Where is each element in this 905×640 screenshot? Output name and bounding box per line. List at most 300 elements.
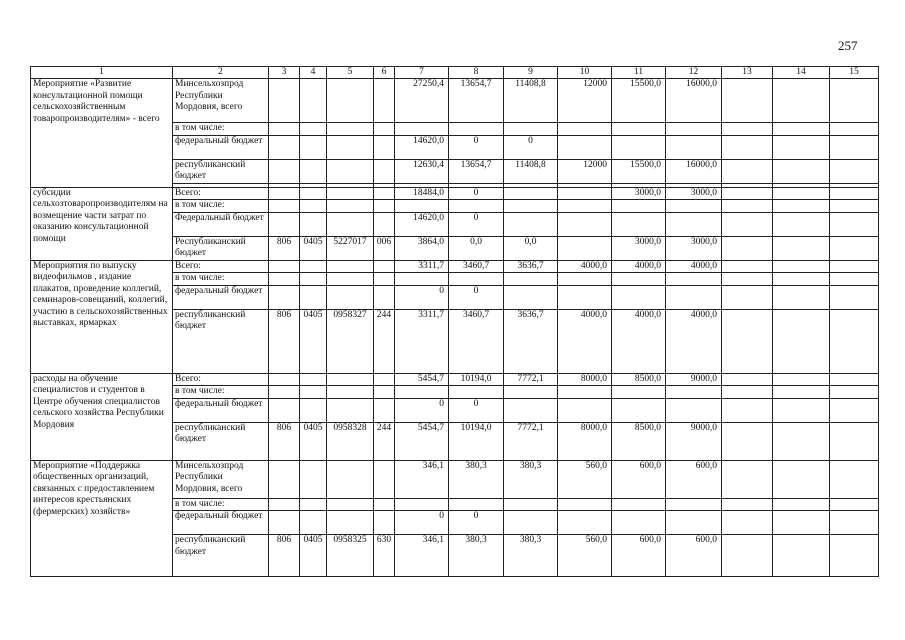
activity-name-cell: Мероприятие «Развитие консультационной помощи сельскохозяйственным товаропроизводителям» - всего	[31, 79, 173, 188]
code-cell: 0405	[300, 535, 327, 577]
value-cell: 3864,0	[395, 236, 449, 260]
empty-cell	[773, 498, 830, 511]
empty-cell	[722, 422, 773, 460]
value-cell: 11408,8	[504, 159, 558, 183]
code-cell	[374, 135, 395, 159]
empty-cell	[830, 260, 879, 273]
column-number: 12	[666, 67, 722, 79]
column-number: 9	[504, 67, 558, 79]
value-cell: 7772,1	[504, 422, 558, 460]
empty-cell	[830, 460, 879, 498]
code-cell	[269, 123, 300, 136]
value-cell: 12000	[558, 159, 612, 183]
empty-cell	[722, 123, 773, 136]
value-cell	[666, 398, 722, 422]
value-cell	[666, 511, 722, 535]
code-cell	[374, 212, 395, 236]
column-number: 14	[773, 67, 830, 79]
value-cell	[504, 398, 558, 422]
budget-source-cell: федеральный бюджет	[173, 511, 269, 535]
empty-cell	[722, 309, 773, 373]
value-cell: 0	[449, 398, 504, 422]
code-cell	[327, 159, 374, 183]
code-cell: 630	[374, 535, 395, 577]
value-cell: 600,0	[612, 535, 666, 577]
value-cell: 600,0	[612, 460, 666, 498]
value-cell: 3636,7	[504, 309, 558, 373]
value-cell	[612, 386, 666, 399]
empty-cell	[773, 159, 830, 183]
code-cell	[300, 498, 327, 511]
value-cell	[612, 212, 666, 236]
value-cell	[558, 398, 612, 422]
value-cell: 14620,0	[395, 135, 449, 159]
empty-cell	[773, 236, 830, 260]
value-cell	[504, 386, 558, 399]
column-number: 4	[300, 67, 327, 79]
budget-source-cell: в том числе:	[173, 273, 269, 286]
table-row	[31, 460, 879, 498]
value-cell: 5454,7	[395, 373, 449, 386]
empty-cell	[722, 273, 773, 286]
code-cell	[300, 511, 327, 535]
code-cell	[327, 285, 374, 309]
value-cell: 18484,0	[395, 187, 449, 200]
code-cell	[327, 135, 374, 159]
code-cell	[269, 159, 300, 183]
value-cell: 3000,0	[612, 236, 666, 260]
code-cell	[374, 498, 395, 511]
value-cell: 380,3	[504, 535, 558, 577]
column-number: 13	[722, 67, 773, 79]
value-cell: 3000,0	[612, 187, 666, 200]
value-cell: 11408,8	[504, 79, 558, 123]
code-cell	[300, 79, 327, 123]
value-cell: 3460,7	[449, 260, 504, 273]
empty-cell	[773, 285, 830, 309]
code-cell	[269, 373, 300, 386]
value-cell: 560,0	[558, 535, 612, 577]
code-cell: 244	[374, 422, 395, 460]
page-number: 257	[838, 38, 858, 53]
empty-cell	[830, 79, 879, 123]
empty-cell	[830, 535, 879, 577]
value-cell: 346,1	[395, 535, 449, 577]
value-cell: 4000,0	[666, 309, 722, 373]
empty-cell	[722, 260, 773, 273]
code-cell: 806	[269, 309, 300, 373]
code-cell	[327, 386, 374, 399]
value-cell	[612, 273, 666, 286]
empty-cell	[773, 460, 830, 498]
code-cell	[374, 260, 395, 273]
value-cell	[666, 135, 722, 159]
column-number: 3	[269, 67, 300, 79]
value-cell: 4000,0	[612, 309, 666, 373]
empty-cell	[830, 511, 879, 535]
budget-source-cell: федеральный бюджет	[173, 135, 269, 159]
value-cell: 4000,0	[558, 309, 612, 373]
empty-cell	[722, 511, 773, 535]
value-cell: 3460,7	[449, 309, 504, 373]
value-cell: 8500,0	[612, 422, 666, 460]
value-cell	[449, 123, 504, 136]
code-cell	[327, 212, 374, 236]
value-cell: 8000,0	[558, 422, 612, 460]
code-cell	[327, 398, 374, 422]
budget-source-cell: в том числе:	[173, 123, 269, 136]
code-cell	[327, 187, 374, 200]
value-cell: 0	[395, 398, 449, 422]
value-cell: 0	[395, 285, 449, 309]
code-cell	[327, 460, 374, 498]
empty-cell	[830, 123, 879, 136]
code-cell	[374, 285, 395, 309]
code-cell: 5227017	[327, 236, 374, 260]
budget-source-cell: республиканский бюджет	[173, 159, 269, 183]
code-cell	[374, 187, 395, 200]
activity-name-cell: субсидии сельхозтоваропроизводителям на возмещение части затрат по оказанию консультационной помощи	[31, 187, 173, 260]
column-number: 8	[449, 67, 504, 79]
value-cell: 16000,0	[666, 159, 722, 183]
empty-cell	[830, 398, 879, 422]
value-cell	[666, 273, 722, 286]
value-cell	[504, 498, 558, 511]
value-cell	[558, 212, 612, 236]
budget-source-cell: Всего:	[173, 373, 269, 386]
empty-cell	[830, 212, 879, 236]
value-cell: 14620,0	[395, 212, 449, 236]
code-cell	[269, 398, 300, 422]
value-cell	[504, 123, 558, 136]
value-cell: 0	[449, 187, 504, 200]
value-cell: 600,0	[666, 460, 722, 498]
code-cell: 006	[374, 236, 395, 260]
code-cell	[374, 79, 395, 123]
budget-table	[30, 66, 879, 577]
empty-cell	[773, 200, 830, 213]
budget-source-cell: федеральный бюджет	[173, 285, 269, 309]
code-cell	[269, 187, 300, 200]
code-cell	[374, 159, 395, 183]
value-cell	[666, 498, 722, 511]
value-cell	[504, 212, 558, 236]
value-cell	[558, 200, 612, 213]
code-cell: 806	[269, 236, 300, 260]
value-cell: 0,0	[449, 236, 504, 260]
column-number: 7	[395, 67, 449, 79]
code-cell	[269, 200, 300, 213]
code-cell	[269, 260, 300, 273]
code-cell	[374, 386, 395, 399]
budget-source-cell: Всего:	[173, 187, 269, 200]
code-cell	[374, 273, 395, 286]
code-cell	[269, 498, 300, 511]
value-cell: 3000,0	[666, 236, 722, 260]
code-cell	[300, 123, 327, 136]
budget-source-cell: федеральный бюджет	[173, 398, 269, 422]
code-cell: 244	[374, 309, 395, 373]
budget-source-cell: в том числе:	[173, 386, 269, 399]
empty-cell	[773, 386, 830, 399]
empty-cell	[773, 212, 830, 236]
value-cell	[666, 212, 722, 236]
value-cell: 9000,0	[666, 373, 722, 386]
code-cell	[269, 386, 300, 399]
value-cell: 0	[449, 135, 504, 159]
value-cell: 13654,7	[449, 159, 504, 183]
empty-cell	[830, 422, 879, 460]
value-cell: 0	[449, 212, 504, 236]
value-cell: 346,1	[395, 460, 449, 498]
value-cell	[504, 200, 558, 213]
code-cell	[300, 285, 327, 309]
code-cell	[269, 273, 300, 286]
code-cell	[269, 79, 300, 123]
value-cell	[666, 386, 722, 399]
code-cell	[327, 260, 374, 273]
value-cell: 27250,4	[395, 79, 449, 123]
empty-cell	[773, 398, 830, 422]
value-cell	[395, 386, 449, 399]
value-cell	[558, 273, 612, 286]
value-cell	[449, 498, 504, 511]
value-cell	[612, 135, 666, 159]
empty-cell	[722, 460, 773, 498]
code-cell	[374, 123, 395, 136]
value-cell: 3311,7	[395, 260, 449, 273]
value-cell	[612, 200, 666, 213]
empty-cell	[773, 422, 830, 460]
value-cell	[558, 386, 612, 399]
code-cell	[374, 511, 395, 535]
code-cell	[374, 200, 395, 213]
empty-cell	[722, 236, 773, 260]
empty-cell	[722, 79, 773, 123]
code-cell	[374, 398, 395, 422]
budget-source-cell: республиканский бюджет	[173, 309, 269, 373]
column-number: 15	[830, 67, 879, 79]
empty-cell	[830, 386, 879, 399]
code-cell	[327, 373, 374, 386]
code-cell: 0405	[300, 422, 327, 460]
value-cell: 0	[449, 285, 504, 309]
value-cell: 4000,0	[558, 260, 612, 273]
column-number: 1	[31, 67, 173, 79]
value-cell: 15500,0	[612, 159, 666, 183]
empty-cell	[773, 373, 830, 386]
value-cell	[558, 236, 612, 260]
code-cell	[300, 212, 327, 236]
value-cell: 4000,0	[612, 260, 666, 273]
value-cell: 380,3	[449, 535, 504, 577]
code-cell	[300, 398, 327, 422]
empty-cell	[722, 135, 773, 159]
value-cell: 380,3	[504, 460, 558, 498]
empty-cell	[830, 236, 879, 260]
value-cell: 15500,0	[612, 79, 666, 123]
code-cell	[300, 260, 327, 273]
value-cell	[504, 187, 558, 200]
value-cell	[612, 398, 666, 422]
empty-cell	[830, 309, 879, 373]
value-cell	[666, 200, 722, 213]
code-cell	[269, 460, 300, 498]
column-number: 2	[173, 67, 269, 79]
empty-cell	[830, 159, 879, 183]
column-number: 6	[374, 67, 395, 79]
code-cell	[327, 79, 374, 123]
value-cell: 5454,7	[395, 422, 449, 460]
code-cell	[269, 285, 300, 309]
empty-cell	[722, 159, 773, 183]
table-row	[31, 79, 879, 123]
budget-source-cell: Минсельхозпрод Республики Мордовия, всего	[173, 79, 269, 123]
value-cell: 10194,0	[449, 422, 504, 460]
value-cell: 560,0	[558, 460, 612, 498]
column-number: 5	[327, 67, 374, 79]
value-cell: 3636,7	[504, 260, 558, 273]
budget-source-cell: республиканский бюджет	[173, 535, 269, 577]
value-cell: 0	[449, 511, 504, 535]
code-cell: 0958328	[327, 422, 374, 460]
activity-name-cell: расходы на обучение специалистов и студентов в Центре обучения специалистов сельского хозяйства Республики Мордовия	[31, 373, 173, 460]
value-cell	[612, 123, 666, 136]
empty-cell	[773, 309, 830, 373]
code-cell	[327, 511, 374, 535]
value-cell: 3311,7	[395, 309, 449, 373]
code-cell: 0958327	[327, 309, 374, 373]
code-cell	[327, 273, 374, 286]
value-cell	[612, 285, 666, 309]
value-cell: 16000,0	[666, 79, 722, 123]
empty-cell	[722, 398, 773, 422]
value-cell	[504, 511, 558, 535]
activity-name-cell: Мероприятие «Поддержка общественных организаций, связанных с предоставлением интересов крестьянских (фермерских) хозяйств»	[31, 460, 173, 577]
code-cell	[374, 460, 395, 498]
value-cell	[612, 498, 666, 511]
value-cell	[449, 273, 504, 286]
empty-cell	[722, 373, 773, 386]
empty-cell	[773, 79, 830, 123]
value-cell	[395, 200, 449, 213]
value-cell	[395, 123, 449, 136]
budget-source-cell: в том числе:	[173, 200, 269, 213]
value-cell: 0	[504, 135, 558, 159]
empty-cell	[722, 535, 773, 577]
value-cell: 3000,0	[666, 187, 722, 200]
code-cell	[300, 373, 327, 386]
value-cell	[558, 498, 612, 511]
empty-cell	[773, 535, 830, 577]
value-cell: 9000,0	[666, 422, 722, 460]
code-cell	[300, 187, 327, 200]
empty-cell	[773, 511, 830, 535]
empty-cell	[722, 386, 773, 399]
activity-name-cell: Мероприятия по выпуску видеофильмов , издание плакатов, проведение коллегий, семинаров-совещаний, коллегий, участию в сельскохозяйственных выставках, ярмарках	[31, 260, 173, 373]
value-cell	[504, 285, 558, 309]
value-cell	[666, 285, 722, 309]
code-cell	[327, 123, 374, 136]
empty-cell	[830, 187, 879, 200]
code-cell	[269, 212, 300, 236]
empty-cell	[830, 200, 879, 213]
value-cell	[558, 187, 612, 200]
code-cell: 806	[269, 422, 300, 460]
value-cell: 10194,0	[449, 373, 504, 386]
value-cell	[666, 123, 722, 136]
table-body	[31, 79, 879, 577]
value-cell	[395, 273, 449, 286]
value-cell: 600,0	[666, 535, 722, 577]
value-cell	[558, 511, 612, 535]
table-row	[31, 260, 879, 273]
code-cell: 0405	[300, 236, 327, 260]
code-cell	[300, 159, 327, 183]
value-cell: 12000	[558, 79, 612, 123]
code-cell	[269, 135, 300, 159]
empty-cell	[722, 200, 773, 213]
empty-cell	[830, 135, 879, 159]
code-cell	[300, 273, 327, 286]
empty-cell	[722, 285, 773, 309]
value-cell: 13654,7	[449, 79, 504, 123]
code-cell: 806	[269, 535, 300, 577]
empty-cell	[722, 187, 773, 200]
budget-source-cell: в том числе:	[173, 498, 269, 511]
value-cell	[395, 498, 449, 511]
value-cell: 7772,1	[504, 373, 558, 386]
table-row	[31, 187, 879, 200]
empty-cell	[830, 373, 879, 386]
code-cell	[300, 460, 327, 498]
code-cell	[300, 200, 327, 213]
empty-cell	[773, 123, 830, 136]
value-cell: 12630,4	[395, 159, 449, 183]
value-cell: 4000,0	[666, 260, 722, 273]
value-cell	[612, 511, 666, 535]
value-cell	[449, 386, 504, 399]
value-cell	[558, 285, 612, 309]
column-number: 10	[558, 67, 612, 79]
budget-source-cell: Федеральный бюджет	[173, 212, 269, 236]
empty-cell	[830, 273, 879, 286]
column-number: 11	[612, 67, 666, 79]
empty-cell	[722, 212, 773, 236]
value-cell: 0	[395, 511, 449, 535]
table-row	[31, 373, 879, 386]
empty-cell	[830, 285, 879, 309]
code-cell	[374, 373, 395, 386]
budget-source-cell: Минсельхозпрод Республики Мордовия, всего	[173, 460, 269, 498]
budget-source-cell: Республиканский бюджет	[173, 236, 269, 260]
value-cell	[558, 135, 612, 159]
value-cell: 0,0	[504, 236, 558, 260]
value-cell	[558, 123, 612, 136]
value-cell: 8500,0	[612, 373, 666, 386]
value-cell	[504, 273, 558, 286]
code-cell: 0405	[300, 309, 327, 373]
value-cell: 8000,0	[558, 373, 612, 386]
value-cell	[449, 200, 504, 213]
empty-cell	[773, 273, 830, 286]
empty-cell	[830, 498, 879, 511]
code-cell	[327, 200, 374, 213]
code-cell: 0958325	[327, 535, 374, 577]
code-cell	[300, 386, 327, 399]
budget-source-cell: Всего:	[173, 260, 269, 273]
empty-cell	[722, 498, 773, 511]
